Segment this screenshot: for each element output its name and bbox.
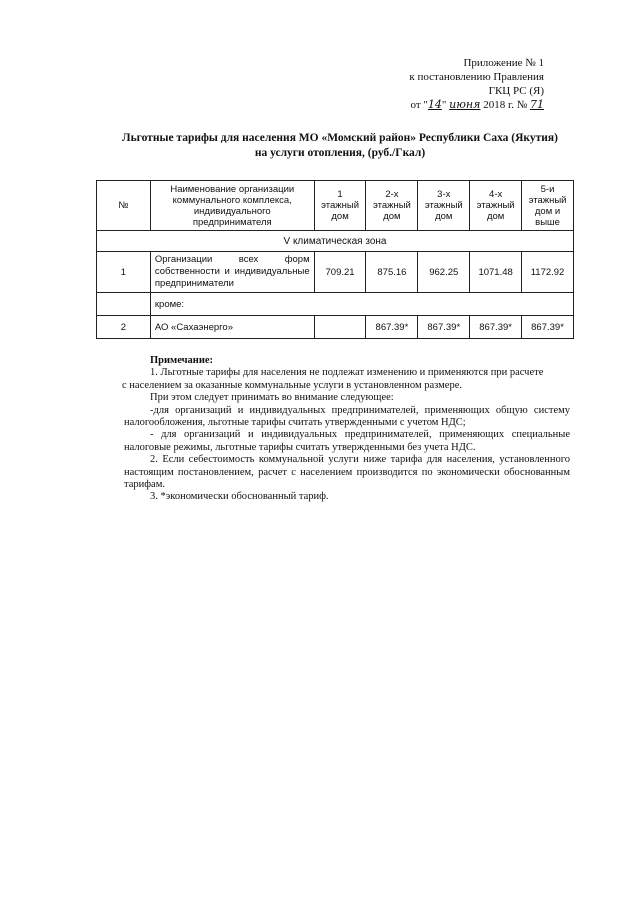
- tariff-value: 962.25: [418, 252, 470, 293]
- table-row: [97, 231, 574, 252]
- header-2-floor: 2-х этажный дом: [366, 181, 418, 231]
- note-1: 1. Льготные тарифы для населения не подлежат изменению и применяются при расчете: [150, 367, 544, 379]
- empty-cell: [97, 293, 151, 316]
- tariff-value: [314, 316, 366, 339]
- organization-name: АО «Сахаэнерго»: [150, 316, 314, 339]
- table-row: [97, 293, 574, 316]
- notes-section: [124, 355, 570, 504]
- document-title: Льготные тарифы для населения МО «Момский район» Республики Саха (Якутия) на услуги отопления, (руб./Гкал): [122, 132, 558, 159]
- tariff-value: 867.39*: [470, 316, 522, 339]
- except-label: кроме:: [150, 293, 573, 316]
- tariff-value: 1071.48: [470, 252, 522, 293]
- notes-heading: Примечание:: [150, 355, 214, 366]
- appendix-authority: ГКЦ РС (Я): [488, 85, 544, 97]
- organization-name: Организации всех форм собственности и индивидуальные предприниматели: [150, 252, 314, 293]
- decree-number: 71: [530, 98, 544, 111]
- note-2: 2. Если себестоимость коммунальной услуги ниже тарифа для населения, установленного настоящим постановлением, расчет с населением производится по экономически обоснованным тарифам.: [124, 454, 570, 491]
- note-intro: При этом следует принимать во внимание следующее:: [150, 392, 394, 404]
- tariff-table: [96, 180, 574, 339]
- note-1-continuation: с населением за оказанные коммунальные услуги в установленном размере.: [122, 379, 462, 391]
- header-3-floor: 3-х этажный дом: [418, 181, 470, 231]
- tariff-value: 867.39*: [418, 316, 470, 339]
- climate-zone: V климатическая зона: [97, 231, 574, 252]
- tariff-value: 1172.92: [522, 252, 574, 293]
- header-4-floor: 4-х этажный дом: [470, 181, 522, 231]
- header-5-floor: 5-и этажный дом и выше: [522, 181, 574, 231]
- tariff-value: 875.16: [366, 252, 418, 293]
- row-number: 2: [97, 316, 151, 339]
- appendix-title: Приложение № 1: [463, 57, 544, 69]
- tariff-value: 709.21: [314, 252, 366, 293]
- row-number: 1: [97, 252, 151, 293]
- header-name: Наименование организации коммунального комплекса, индивидуального предпринимателя: [150, 181, 314, 231]
- appendix-reference: к постановлению Правления: [409, 71, 544, 83]
- date-day: 14: [427, 98, 442, 111]
- table-header-row: [97, 181, 574, 231]
- note-3: 3. *экономически обоснованный тариф.: [150, 491, 329, 503]
- header-1-floor: 1 этажный дом: [314, 181, 366, 231]
- table-row: [97, 316, 574, 339]
- appendix-header: [324, 56, 544, 112]
- table-row: [97, 252, 574, 293]
- note-special-tax: - для организаций и индивидуальных предпринимателей, применяющих специальные налоговые режимы, льготные тарифы считать утвержденными без учета НДС.: [124, 429, 570, 453]
- note-general-tax: -для организаций и индивидуальных предпринимателей, применяющих общую систему налогообложения, льготные тарифы считать утвержденными с учетом НДС;: [124, 404, 570, 429]
- tariff-value: 867.39*: [366, 316, 418, 339]
- header-no: №: [97, 181, 151, 231]
- tariff-value: 867.39*: [522, 316, 574, 339]
- date-month: июня: [449, 98, 481, 111]
- appendix-date: от "14" июня 2018 г. № 71: [410, 98, 544, 111]
